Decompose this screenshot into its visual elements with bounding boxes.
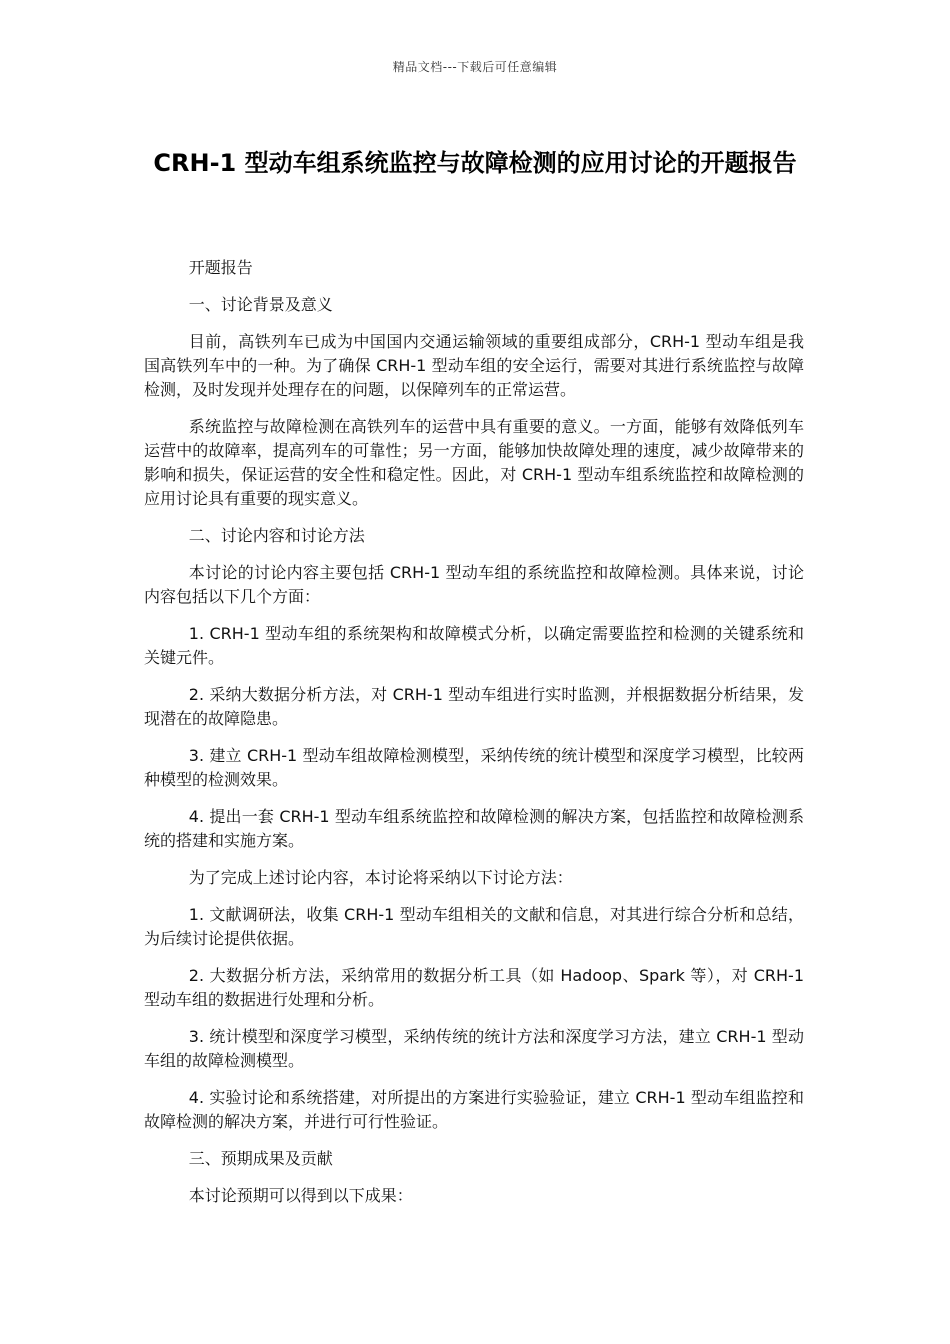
method-item-2: 2. 大数据分析方法，采纳常用的数据分析工具（如 Hadoop、Spark 等），对 CRH-1 型动车组的数据进行处理和分析。 xyxy=(144,966,804,1009)
document-title: CRH-1 型动车组系统监控与故障检测的应用讨论的开题报告 xyxy=(153,149,797,177)
paragraph-background-2: 系统监控与故障检测在高铁列车的运营中具有重要的意义。一方面，能够有效降低列车运营中的故障率，提高列车的可靠性；另一方面，能够加快故障处理的速度，减少故障带来的影响和损失，保证运营的安全性和稳定性。因此，对 CRH-1 型动车组系统监控和故障检测的应用讨论具有重要的现实意义。 xyxy=(144,417,804,508)
section-heading-content-methods: 二、讨论内容和讨论方法 xyxy=(188,526,365,545)
paragraph-methods-intro: 为了完成上述讨论内容，本讨论将采纳以下讨论方法： xyxy=(188,868,573,887)
paragraph-outcomes-intro: 本讨论预期可以得到以下成果： xyxy=(188,1186,413,1205)
content-item-4: 4. 提出一套 CRH-1 型动车组系统监控和故障检测的解决方案，包括监控和故障检测系统的搭建和实施方案。 xyxy=(144,807,804,850)
method-item-1: 1. 文献调研法，收集 CRH-1 型动车组相关的文献和信息，对其进行综合分析和总结，为后续讨论提供依据。 xyxy=(144,905,804,948)
section-label-report: 开题报告 xyxy=(188,258,253,277)
paragraph-background-1: 目前，高铁列车已成为中国国内交通运输领域的重要组成部分，CRH-1 型动车组是我国高铁列车中的一种。为了确保 CRH-1 型动车组的安全运行，需要对其进行系统监控与故障检测，及时发现并处理存在的问题，以保障列车的正常运营。 xyxy=(144,332,804,399)
content-item-2: 2. 采纳大数据分析方法，对 CRH-1 型动车组进行实时监测，并根据数据分析结果，发现潜在的故障隐患。 xyxy=(144,685,804,728)
document-body xyxy=(144,256,804,1221)
method-item-3: 3. 统计模型和深度学习模型，采纳传统的统计方法和深度学习方法，建立 CRH-1 型动车组的故障检测模型。 xyxy=(144,1027,804,1070)
section-heading-outcomes: 三、预期成果及贡献 xyxy=(188,1149,333,1168)
page-header-note: 精品文档---下载后可任意编辑 xyxy=(392,60,558,74)
method-item-4: 4. 实验讨论和系统搭建，对所提出的方案进行实验验证，建立 CRH-1 型动车组监控和故障检测的解决方案，并进行可行性验证。 xyxy=(144,1088,804,1131)
content-item-3: 3. 建立 CRH-1 型动车组故障检测模型，采纳传统的统计模型和深度学习模型，比较两种模型的检测效果。 xyxy=(144,746,804,789)
section-heading-background: 一、讨论背景及意义 xyxy=(188,295,333,314)
content-item-1: 1. CRH-1 型动车组的系统架构和故障模式分析，以确定需要监控和检测的关键系统和关键元件。 xyxy=(144,624,804,667)
paragraph-content-intro: 本讨论的讨论内容主要包括 CRH-1 型动车组的系统监控和故障检测。具体来说，讨论内容包括以下几个方面： xyxy=(144,563,804,606)
